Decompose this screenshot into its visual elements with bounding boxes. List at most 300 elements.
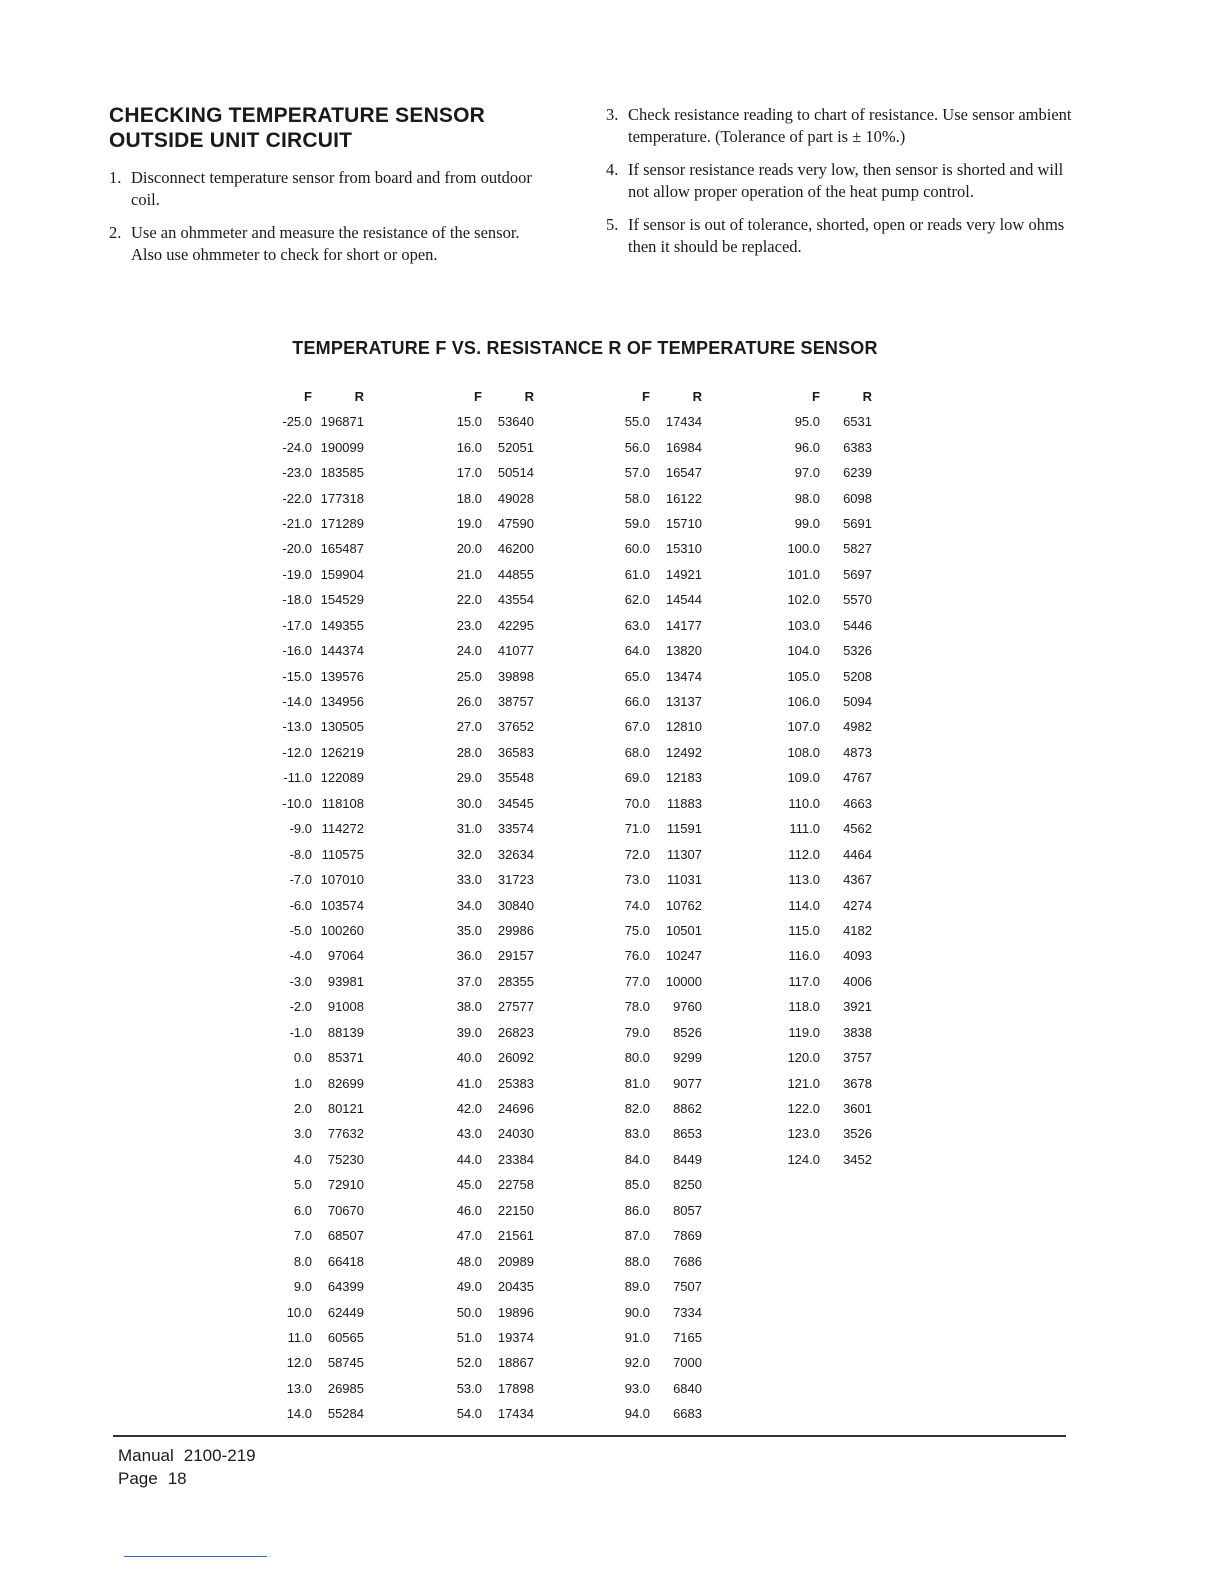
table-row xyxy=(780,536,872,561)
temperature-cell: 98.0 xyxy=(794,490,820,506)
table-row xyxy=(442,867,534,892)
table-row xyxy=(272,892,364,917)
temperature-cell: 44.0 xyxy=(456,1151,482,1167)
resistance-cell: 97064 xyxy=(327,948,364,964)
table-row xyxy=(780,1096,872,1121)
step-item xyxy=(606,159,1076,203)
table-row xyxy=(780,485,872,510)
resistance-cell: 13820 xyxy=(665,643,702,659)
step-text: If sensor resistance reads very low, then sensor is shorted and will not allow proper operation of the heat pump control. xyxy=(628,160,1064,201)
table-row xyxy=(272,765,364,790)
temperature-cell: 111.0 xyxy=(789,821,820,837)
resistance-cell: 100260 xyxy=(320,922,364,938)
resistance-cell: 18867 xyxy=(497,1355,534,1371)
resistance-cell: 12183 xyxy=(665,770,702,786)
temperature-cell: 120.0 xyxy=(787,1050,820,1066)
table-row xyxy=(442,587,534,612)
resistance-cell: 9077 xyxy=(673,1075,702,1091)
table-row xyxy=(442,1325,534,1350)
resistance-cell: 26823 xyxy=(497,1024,534,1040)
table-row xyxy=(610,409,702,434)
table-row xyxy=(442,1223,534,1248)
resistance-cell: 3678 xyxy=(843,1075,872,1091)
resistance-cell: 24030 xyxy=(497,1126,534,1142)
table-row xyxy=(442,765,534,790)
table-row xyxy=(780,714,872,739)
resistance-cell: 196871 xyxy=(320,414,364,430)
table-row xyxy=(780,613,872,638)
table-row xyxy=(610,1020,702,1045)
temperature-cell: 57.0 xyxy=(624,465,650,481)
temperature-cell: 110.0 xyxy=(788,795,820,811)
resistance-cell: 7165 xyxy=(673,1329,702,1345)
temperature-cell: -16.0 xyxy=(282,643,312,659)
temperature-cell: 114.0 xyxy=(788,897,820,913)
temperature-cell: -23.0 xyxy=(282,465,312,481)
temperature-cell: 93.0 xyxy=(624,1380,650,1396)
table-row xyxy=(272,841,364,866)
resistance-cell: 7334 xyxy=(673,1304,702,1320)
table-row xyxy=(780,943,872,968)
table-row xyxy=(272,1020,364,1045)
resistance-cell: 4464 xyxy=(843,846,872,862)
temperature-cell: 45.0 xyxy=(456,1177,482,1193)
table-row xyxy=(610,841,702,866)
temperature-cell: 27.0 xyxy=(456,719,482,735)
temperature-cell: 48.0 xyxy=(456,1253,482,1269)
temperature-cell: 16.0 xyxy=(456,439,482,455)
table-row xyxy=(442,1299,534,1324)
resistance-cell: 8057 xyxy=(673,1202,702,1218)
table-row xyxy=(610,943,702,968)
resistance-cell: 10247 xyxy=(665,948,702,964)
resistance-cell: 44855 xyxy=(497,566,534,582)
table-row xyxy=(272,1147,364,1172)
temperature-cell: -25.0 xyxy=(282,414,312,430)
table-row xyxy=(272,434,364,459)
temperature-cell: 88.0 xyxy=(624,1253,650,1269)
temperature-cell: 33.0 xyxy=(456,872,482,888)
resistance-cell: 26985 xyxy=(327,1380,364,1396)
resistance-cell: 77632 xyxy=(327,1126,364,1142)
temperature-cell: 26.0 xyxy=(456,694,482,710)
step-item xyxy=(606,104,1076,148)
table-row xyxy=(442,409,534,434)
temperature-cell: 28.0 xyxy=(456,744,482,760)
temperature-cell: 80.0 xyxy=(624,1050,650,1066)
resistance-cell: 144374 xyxy=(320,643,364,659)
table-row xyxy=(272,867,364,892)
table-row xyxy=(610,740,702,765)
temperature-cell: 32.0 xyxy=(456,846,482,862)
temperature-cell: 50.0 xyxy=(456,1304,482,1320)
resistance-cell: 13474 xyxy=(665,668,702,684)
resistance-cell: 126219 xyxy=(320,744,364,760)
temperature-cell: 15.0 xyxy=(456,414,482,430)
temperature-cell: -17.0 xyxy=(282,617,312,633)
table-row xyxy=(610,1274,702,1299)
resistance-cell: 91008 xyxy=(327,999,364,1015)
table-row xyxy=(272,1299,364,1324)
resistance-cell: 31723 xyxy=(497,872,534,888)
table-row xyxy=(272,791,364,816)
table-row xyxy=(780,1045,872,1070)
resistance-cell: 13137 xyxy=(665,694,702,710)
table-row xyxy=(780,1070,872,1095)
table-row xyxy=(610,994,702,1019)
resistance-cell: 4093 xyxy=(843,948,872,964)
table-row xyxy=(610,689,702,714)
resistance-cell: 25383 xyxy=(497,1075,534,1091)
temperature-cell: 34.0 xyxy=(456,897,482,913)
resistance-cell: 27577 xyxy=(497,999,534,1015)
table-row xyxy=(272,1121,364,1146)
resistance-cell: 5326 xyxy=(843,643,872,659)
table-row xyxy=(780,740,872,765)
resistance-cell: 4006 xyxy=(843,973,872,989)
table-row xyxy=(272,1096,364,1121)
table-row xyxy=(272,1070,364,1095)
table-row xyxy=(610,663,702,688)
resistance-cell: 52051 xyxy=(497,439,534,455)
temperature-cell: 67.0 xyxy=(624,719,650,735)
col-header-f: F xyxy=(304,389,312,404)
table-row xyxy=(442,1121,534,1146)
resistance-cell: 3601 xyxy=(843,1101,872,1117)
resistance-cell: 88139 xyxy=(327,1024,364,1040)
temperature-cell: 5.0 xyxy=(293,1177,312,1193)
temperature-cell: 38.0 xyxy=(456,999,482,1015)
table-row xyxy=(272,816,364,841)
resistance-cell: 29157 xyxy=(497,948,534,964)
temperature-cell: 4.0 xyxy=(293,1151,312,1167)
resistance-cell: 72910 xyxy=(327,1177,364,1193)
temperature-cell: 103.0 xyxy=(787,617,820,633)
resistance-cell: 17898 xyxy=(497,1380,534,1396)
table-row xyxy=(610,1147,702,1172)
resistance-cell: 20435 xyxy=(497,1279,534,1295)
table-row xyxy=(780,841,872,866)
temperature-cell: 54.0 xyxy=(456,1406,482,1422)
table-row xyxy=(780,434,872,459)
temperature-cell: -10.0 xyxy=(282,795,312,811)
temperature-cell: 108.0 xyxy=(787,744,820,760)
temperature-cell: 100.0 xyxy=(787,541,820,557)
temperature-cell: 8.0 xyxy=(293,1253,312,1269)
resistance-cell: 14177 xyxy=(665,617,702,633)
table-row xyxy=(610,511,702,536)
section-heading xyxy=(109,103,549,153)
temperature-cell: -14.0 xyxy=(282,694,312,710)
temperature-cell: 59.0 xyxy=(624,515,650,531)
footer-manual xyxy=(118,1446,256,1466)
col-header-f: F xyxy=(474,389,482,404)
temperature-cell: 41.0 xyxy=(456,1075,482,1091)
temperature-cell: 84.0 xyxy=(624,1151,650,1167)
temperature-cell: -21.0 xyxy=(282,515,312,531)
step-item xyxy=(109,222,549,266)
resistance-cell: 35548 xyxy=(497,770,534,786)
table-row xyxy=(610,1096,702,1121)
table-row xyxy=(272,1223,364,1248)
resistance-cell: 122089 xyxy=(320,770,364,786)
resistance-cell: 30840 xyxy=(497,897,534,913)
table-row xyxy=(610,1223,702,1248)
temperature-cell: -1.0 xyxy=(289,1024,312,1040)
temperature-cell: 36.0 xyxy=(456,948,482,964)
resistance-cell: 28355 xyxy=(497,973,534,989)
table-row xyxy=(442,1376,534,1401)
resistance-cell: 6098 xyxy=(843,490,872,506)
resistance-cell: 4873 xyxy=(843,744,872,760)
temperature-cell: 22.0 xyxy=(456,592,482,608)
table-row xyxy=(610,1299,702,1324)
resistance-cell: 11883 xyxy=(666,795,702,811)
temperature-cell: 91.0 xyxy=(624,1329,650,1345)
resistance-cell: 8526 xyxy=(673,1024,702,1040)
table-row xyxy=(610,613,702,638)
resistance-cell: 24696 xyxy=(497,1101,534,1117)
step-text: Check resistance reading to chart of resistance. Use sensor ambient temperature. (Tolerance of part is ± 10%.) xyxy=(628,105,1072,146)
step-number: 2. xyxy=(109,223,122,242)
temperature-cell: 19.0 xyxy=(456,515,482,531)
table-row xyxy=(610,1198,702,1223)
steps-list-left xyxy=(109,167,549,277)
table-row xyxy=(442,1350,534,1375)
table-row xyxy=(272,1172,364,1197)
table-row xyxy=(442,918,534,943)
temperature-cell: 12.0 xyxy=(286,1355,312,1371)
temperature-cell: 118.0 xyxy=(788,999,820,1015)
resistance-cell: 4663 xyxy=(843,795,872,811)
resistance-cell: 22150 xyxy=(497,1202,534,1218)
temperature-cell: 64.0 xyxy=(624,643,650,659)
edge-line xyxy=(124,1556,267,1557)
table-row xyxy=(610,1172,702,1197)
resistance-cell: 50514 xyxy=(497,465,534,481)
resistance-cell: 3757 xyxy=(843,1050,872,1066)
table-row xyxy=(610,1350,702,1375)
resistance-cell: 60565 xyxy=(327,1329,364,1345)
table-row xyxy=(272,689,364,714)
temperature-cell: 115.0 xyxy=(788,922,820,938)
temperature-cell: 46.0 xyxy=(456,1202,482,1218)
table-row xyxy=(610,714,702,739)
resistance-cell: 9760 xyxy=(673,999,702,1015)
resistance-cell: 12810 xyxy=(665,719,702,735)
resistance-cell: 6531 xyxy=(843,414,872,430)
table-row xyxy=(442,1248,534,1273)
table-row xyxy=(610,1045,702,1070)
table-row xyxy=(610,536,702,561)
temperature-cell: 9.0 xyxy=(293,1279,312,1295)
temperature-cell: 83.0 xyxy=(624,1126,650,1142)
temperature-cell: 121.0 xyxy=(787,1075,820,1091)
col-header-r: R xyxy=(354,389,364,404)
resistance-cell: 42295 xyxy=(497,617,534,633)
temperature-cell: 71.0 xyxy=(624,821,650,837)
temperature-cell: 49.0 xyxy=(456,1279,482,1295)
temperature-cell: -7.0 xyxy=(289,872,312,888)
table-row xyxy=(272,918,364,943)
resistance-cell: 4767 xyxy=(843,770,872,786)
step-number: 3. xyxy=(606,105,619,124)
resistance-cell: 107010 xyxy=(320,872,364,888)
table-row xyxy=(780,867,872,892)
table-row xyxy=(610,1376,702,1401)
temperature-cell: -3.0 xyxy=(289,973,312,989)
temperature-cell: 75.0 xyxy=(624,922,650,938)
temperature-cell: -8.0 xyxy=(289,846,312,862)
resistance-cell: 5446 xyxy=(843,617,872,633)
resistance-cell: 55284 xyxy=(327,1406,364,1422)
page-number: 18 xyxy=(167,1469,187,1488)
table-row xyxy=(442,1198,534,1223)
step-number: 4. xyxy=(606,160,619,179)
resistance-cell: 10501 xyxy=(665,922,702,938)
table-row xyxy=(442,994,534,1019)
table-row xyxy=(442,1020,534,1045)
table-row xyxy=(272,943,364,968)
resistance-cell: 6840 xyxy=(673,1380,702,1396)
table-row xyxy=(442,1274,534,1299)
table-row xyxy=(610,562,702,587)
temperature-cell: 7.0 xyxy=(293,1228,312,1244)
temperature-cell: -2.0 xyxy=(289,999,312,1015)
page-label: Page xyxy=(118,1469,158,1488)
step-item xyxy=(109,167,549,211)
resistance-cell: 15310 xyxy=(665,541,702,557)
table-row xyxy=(780,816,872,841)
resistance-cell: 11307 xyxy=(666,846,702,862)
table-row xyxy=(272,638,364,663)
resistance-cell: 80121 xyxy=(327,1101,364,1117)
table-row xyxy=(272,994,364,1019)
table-row xyxy=(442,460,534,485)
temperature-cell: 53.0 xyxy=(456,1380,482,1396)
table-row xyxy=(442,892,534,917)
table-row xyxy=(610,1401,702,1426)
table-row xyxy=(780,1020,872,1045)
temperature-cell: 85.0 xyxy=(624,1177,650,1193)
temperature-cell: 21.0 xyxy=(456,566,482,582)
temperature-cell: 102.0 xyxy=(787,592,820,608)
temperature-cell: -20.0 xyxy=(282,541,312,557)
resistance-cell: 12492 xyxy=(665,744,702,760)
temperature-cell: 65.0 xyxy=(624,668,650,684)
temperature-cell: 0.0 xyxy=(293,1050,312,1066)
resistance-cell: 16547 xyxy=(665,465,702,481)
temperature-cell: 116.0 xyxy=(788,948,820,964)
table-row xyxy=(610,969,702,994)
temperature-cell: 25.0 xyxy=(456,668,482,684)
table-row xyxy=(610,587,702,612)
temperature-cell: 37.0 xyxy=(456,973,482,989)
resistance-cell: 64399 xyxy=(327,1279,364,1295)
col-header-r: R xyxy=(524,389,534,404)
table-row xyxy=(272,587,364,612)
resistance-cell: 171289 xyxy=(320,515,364,531)
temperature-cell: 31.0 xyxy=(456,821,482,837)
temperature-cell: 123.0 xyxy=(787,1126,820,1142)
resistance-cell: 159904 xyxy=(320,566,364,582)
resistance-cell: 149355 xyxy=(320,617,364,633)
temperature-cell: 119.0 xyxy=(788,1024,820,1040)
temperature-cell: 66.0 xyxy=(624,694,650,710)
resistance-column-group-4 xyxy=(780,384,872,1172)
table-row xyxy=(272,485,364,510)
resistance-cell: 110575 xyxy=(321,846,364,862)
resistance-cell: 11031 xyxy=(666,872,702,888)
table-row xyxy=(610,867,702,892)
temperature-cell: 77.0 xyxy=(624,973,650,989)
temperature-cell: 51.0 xyxy=(456,1329,482,1345)
resistance-cell: 114272 xyxy=(321,821,364,837)
temperature-cell: 56.0 xyxy=(624,439,650,455)
table-row xyxy=(442,740,534,765)
resistance-cell: 11591 xyxy=(666,821,702,837)
temperature-cell: 20.0 xyxy=(456,541,482,557)
resistance-cell: 53640 xyxy=(497,414,534,430)
temperature-cell: 72.0 xyxy=(624,846,650,862)
resistance-cell: 14921 xyxy=(665,566,702,582)
resistance-cell: 66418 xyxy=(327,1253,364,1269)
temperature-cell: 99.0 xyxy=(794,515,820,531)
table-row xyxy=(442,485,534,510)
temperature-cell: 24.0 xyxy=(456,643,482,659)
temperature-cell: 122.0 xyxy=(787,1101,820,1117)
temperature-cell: -24.0 xyxy=(282,439,312,455)
temperature-cell: 13.0 xyxy=(286,1380,312,1396)
resistance-cell: 190099 xyxy=(320,439,364,455)
resistance-cell: 17434 xyxy=(497,1406,534,1422)
table-row xyxy=(272,1401,364,1426)
temperature-cell: 47.0 xyxy=(456,1228,482,1244)
heading-line-2: OUTSIDE UNIT CIRCUIT xyxy=(109,129,353,152)
temperature-cell: -12.0 xyxy=(282,744,312,760)
temperature-cell: 40.0 xyxy=(456,1050,482,1066)
resistance-cell: 32634 xyxy=(497,846,534,862)
resistance-cell: 16984 xyxy=(665,439,702,455)
resistance-cell: 154529 xyxy=(320,592,364,608)
resistance-cell: 7686 xyxy=(673,1253,702,1269)
table-row xyxy=(610,1325,702,1350)
resistance-cell: 8449 xyxy=(673,1151,702,1167)
resistance-cell: 4274 xyxy=(843,897,872,913)
temperature-cell: 6.0 xyxy=(293,1202,312,1218)
col-header-f: F xyxy=(812,389,820,404)
table-row xyxy=(780,969,872,994)
step-text: If sensor is out of tolerance, shorted, open or reads very low ohms then it should be replaced. xyxy=(628,215,1065,256)
resistance-cell: 49028 xyxy=(497,490,534,506)
table-row xyxy=(610,791,702,816)
temperature-cell: 43.0 xyxy=(456,1126,482,1142)
table-row xyxy=(442,638,534,663)
resistance-cell: 4182 xyxy=(843,922,872,938)
resistance-cell: 68507 xyxy=(327,1228,364,1244)
table-row xyxy=(272,740,364,765)
table-title: TEMPERATURE F VS. RESISTANCE R OF TEMPERATURE SENSOR xyxy=(292,338,878,358)
table-row xyxy=(610,638,702,663)
temperature-cell: -15.0 xyxy=(282,668,312,684)
temperature-cell: 55.0 xyxy=(624,414,650,430)
temperature-cell: 39.0 xyxy=(456,1024,482,1040)
temperature-cell: 23.0 xyxy=(456,617,482,633)
resistance-cell: 6683 xyxy=(673,1406,702,1422)
temperature-cell: 96.0 xyxy=(794,439,820,455)
col-header-f: F xyxy=(642,389,650,404)
table-row xyxy=(780,638,872,663)
